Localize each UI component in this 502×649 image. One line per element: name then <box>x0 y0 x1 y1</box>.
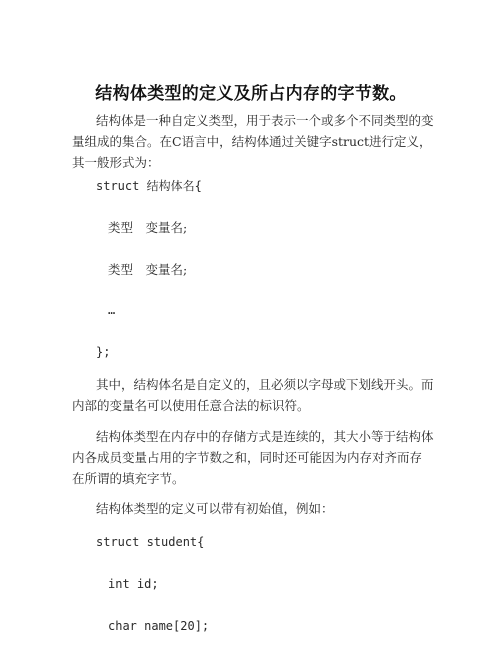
code-member-line-2 <box>108 262 187 278</box>
code-member-line-1 <box>108 220 187 236</box>
memory-paragraph: 结构体类型在内存中的存储方式是连续的，其大小等于结构体内各成员变量占用的字节数之和，同时还可能因为内存对齐而存在所谓的填充字节。 <box>72 429 434 486</box>
intro-paragraph: 结构体是一种自定义类型，用于表示一个或多个不同类型的变量组成的集合。在C语言中，结构体通过关键字struct进行定义，其一般形式为： <box>72 113 434 170</box>
code-line: char name[20]; <box>108 619 210 633</box>
code-struct-open <box>96 178 202 194</box>
code-line: 类型 变量名; <box>108 262 188 277</box>
code-line: struct 结构体名{ <box>96 179 202 193</box>
code-line: 类型 变量名; <box>108 220 188 235</box>
naming-paragraph: 其中，结构体名是自定义的，且必须以字母或下划线开头。而内部的变量名可以使用任意合法的标识符。 <box>72 377 434 413</box>
code-line: int id; <box>108 577 159 591</box>
code-ellipsis <box>108 302 115 318</box>
code-student-name <box>108 618 209 634</box>
code-student-id <box>108 576 159 592</box>
code-student-open <box>96 534 204 550</box>
document-title: 结构体类型的定义及所占内存的字节数。 <box>95 84 407 104</box>
initializer-paragraph: 结构体类型的定义可以带有初始值，例如： <box>96 501 334 516</box>
code-line: }; <box>96 345 111 359</box>
code-line: struct student{ <box>96 535 205 549</box>
code-line: … <box>108 303 116 317</box>
code-struct-close <box>96 344 110 360</box>
